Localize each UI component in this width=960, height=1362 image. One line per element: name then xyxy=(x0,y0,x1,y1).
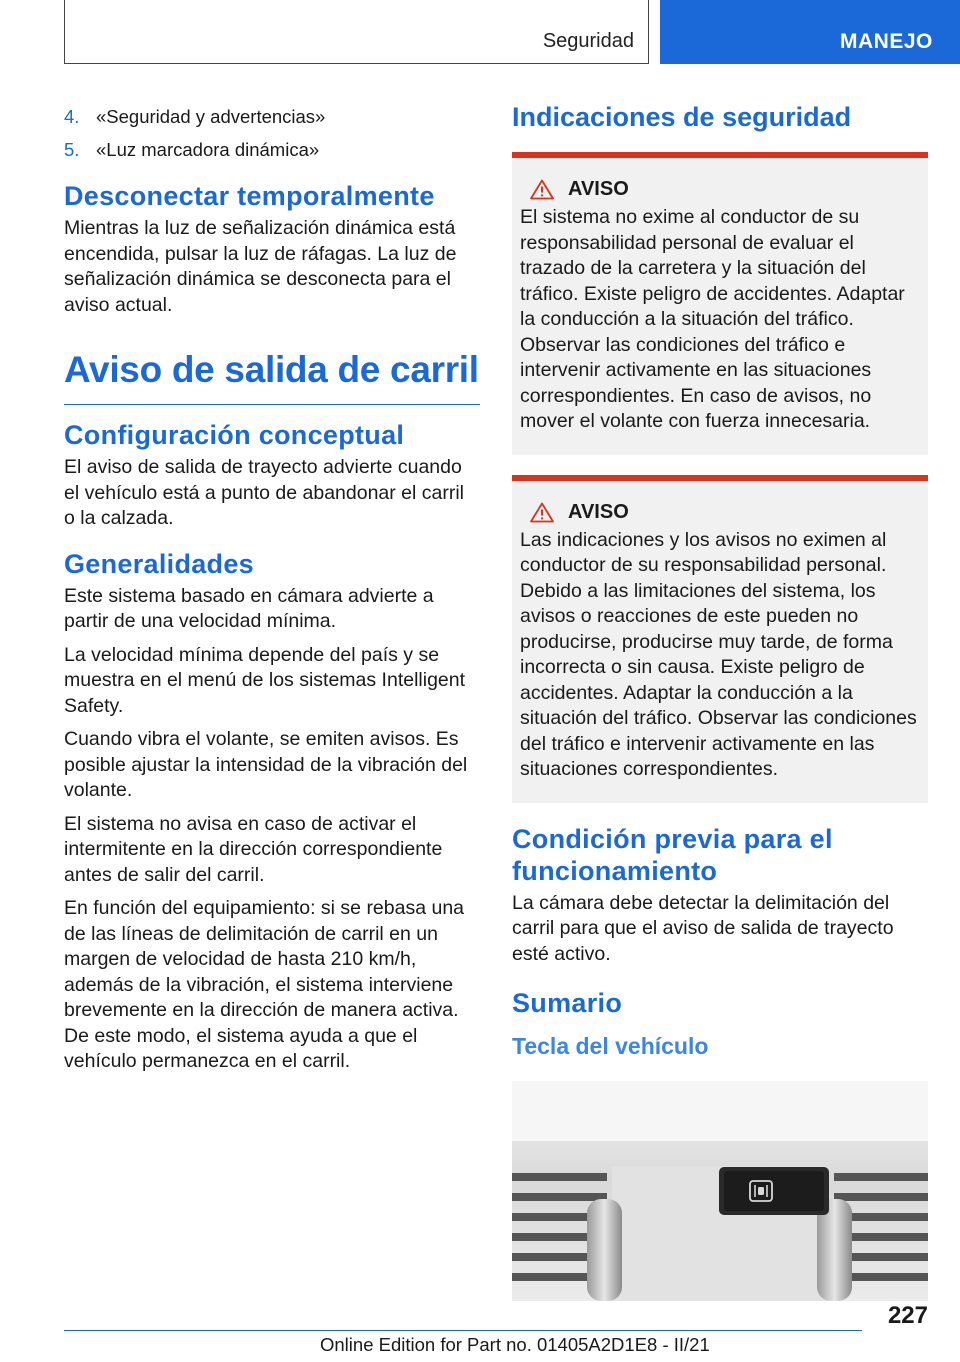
list-item xyxy=(64,100,480,133)
warning-box xyxy=(512,152,928,455)
left-column xyxy=(64,100,480,1083)
warning-box xyxy=(512,475,928,803)
warning-title: AVISO xyxy=(568,178,629,200)
paragraph-generalidades-5: En función del equipamiento: si se rebasa una de las líneas de delimitación de carril en un margen de velocidad de hasta 210 km/h, además de la vibración, el sistema interviene brevemente en la dirección de manera activa. De este modo, el sistema ayuda a que el vehículo permanezca en el carril. xyxy=(64,897,465,1072)
warning-title-row xyxy=(530,178,920,201)
paragraph-generalidades-4: El sistema no avisa en caso de activar el intermitente en la dirección correspondiente antes de salir del carril. xyxy=(64,812,443,886)
list-text: «Seguridad y advertencias» xyxy=(96,106,326,127)
list-item xyxy=(64,133,480,166)
vehicle-button-photo xyxy=(512,1081,928,1301)
page-number: 227 xyxy=(887,1302,928,1329)
heading-configuracion: Configuración conceptual xyxy=(64,420,405,450)
list-number: 5. xyxy=(64,139,80,160)
heading-desconectar: Desconectar temporalmente xyxy=(64,181,435,211)
heading-tecla: Tecla del vehículo xyxy=(512,1033,709,1059)
paragraph-desconectar: Mientras la luz de señalización dinámica está encendida, pulsar la luz de ráfagas. La luz de señalización dinámica se desconecta para el aviso actual. xyxy=(64,217,457,316)
paragraph-generalidades-1: Este sistema basado en cámara advierte a partir de una velocidad mínima. xyxy=(64,584,434,632)
warning-triangle-icon xyxy=(530,502,554,523)
footer-divider xyxy=(64,1330,862,1331)
warning-title: AVISO xyxy=(568,500,629,523)
heading-indicaciones: Indicaciones de seguridad xyxy=(512,102,852,132)
paragraph-condicion: La cámara debe detectar la delimitación del carril para que el aviso de salida de trayecto esté activo. xyxy=(512,891,894,965)
paragraph-generalidades-3: Cuando vibra el volante, se emiten avisos. Es posible ajustar la intensidad de la vibración del volante. xyxy=(64,728,468,801)
footer-edition: Online Edition for Part no. 01405A2D1E8 - II/21 xyxy=(320,1334,710,1355)
paragraph-generalidades-2: La velocidad mínima depende del país y se muestra en el menú de los sistemas Intelligent Safety. xyxy=(64,643,466,717)
warning-text: El sistema no exime al conductor de su responsabilidad personal de evaluar el trazado de la carretera y la situación del tráfico. Existe peligro de accidentes. Adaptar la conducción a la situación del tráfico. Observar las condiciones del tráfico e intervenir activamente en las situaciones correspondientes. En caso de avisos, no mover el volante con fuerza innecesaria. xyxy=(520,206,905,432)
numbered-list xyxy=(64,100,480,166)
list-text: «Luz marcadora dinámica» xyxy=(96,139,320,160)
heading-generalidades: Generalidades xyxy=(64,548,254,579)
list-number: 4. xyxy=(64,106,80,127)
heading-condicion: Condición previa para el funcionamiento xyxy=(512,823,833,886)
warning-triangle-icon xyxy=(530,179,554,200)
warning-text: Las indicaciones y los avisos no eximen al conductor de su responsabilidad personal. Debido a las limitaciones del sistema, los avisos o reacciones de este pueden no producirse, producirse muy tarde, de forma incorrecta o sin causa. Existe peligro de accidentes. Adaptar la conducción a la situación del tráfico. Observar las condiciones del tráfico e intervenir activamente en las situaciones correspondientes. xyxy=(520,528,917,780)
header-chapter-title: MANEJO xyxy=(840,30,933,53)
heading-sumario: Sumario xyxy=(512,988,623,1018)
header-section-box xyxy=(64,0,649,64)
warning-title-row xyxy=(530,501,920,524)
paragraph-configuracion: El aviso de salida de trayecto advierte cuando el vehículo está a punto de abandonar el carril o la calzada. xyxy=(64,456,465,529)
heading-aviso-salida: Aviso de salida de carril xyxy=(64,348,480,405)
header-section-title: Seguridad xyxy=(542,30,634,52)
header-chapter-tab xyxy=(660,0,960,64)
right-column xyxy=(512,100,928,1306)
